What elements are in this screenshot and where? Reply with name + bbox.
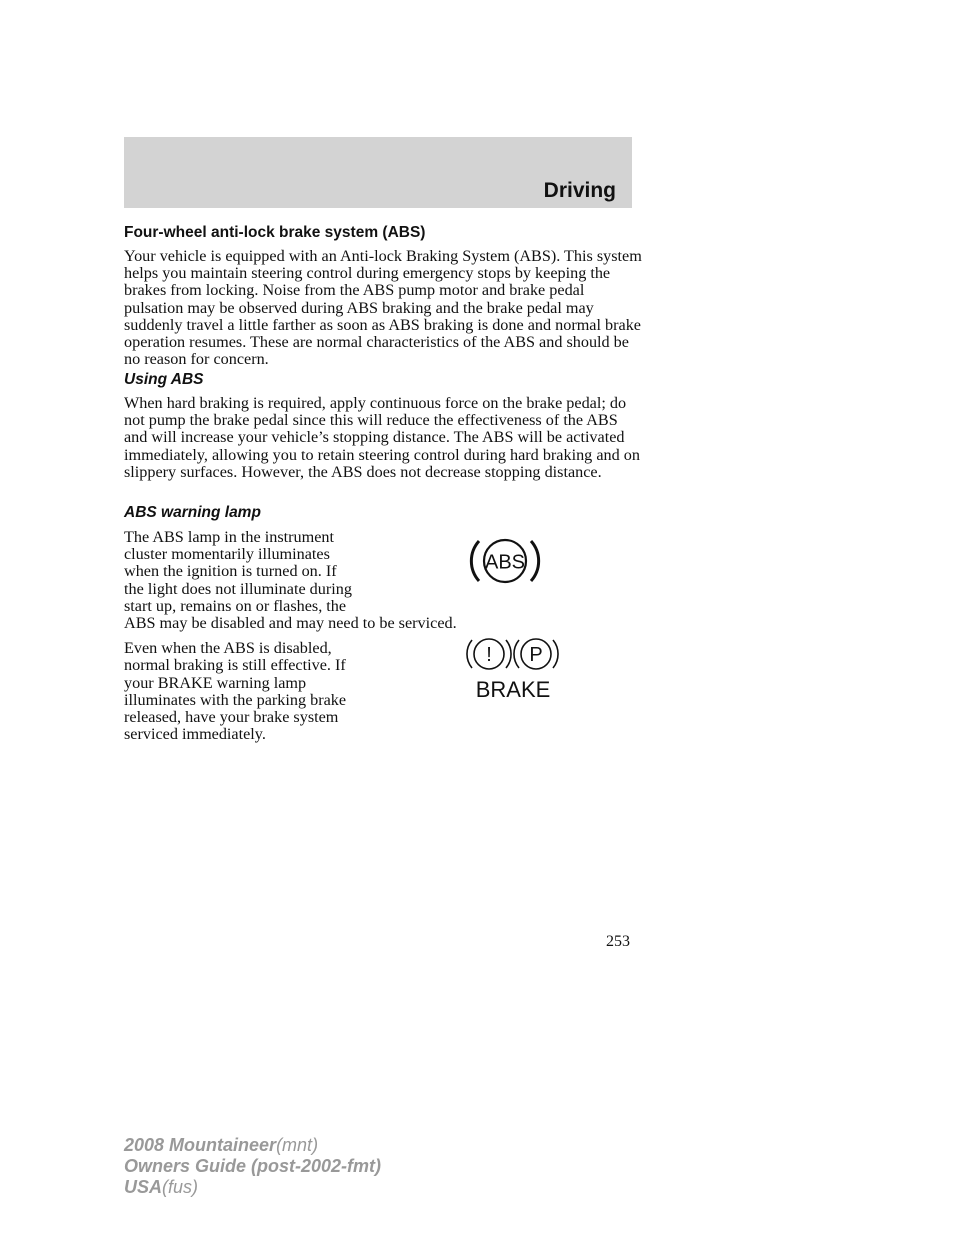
abs-system-body: Your vehicle is equipped with an Anti-lock Braking System (ABS). This system helps you maintain steering control during emergency stops by keeping the brakes from locking. Noise from the ABS pump motor and brake pedal pulsation may be observed during ABS braking and the brake pedal may suddenly travel a little farther as soon as ABS braking is done and normal brake operation resumes. These are normal characteristics of the ABS and should be no reason for concern.: [124, 247, 642, 369]
para1-line: the light does not illuminate during: [124, 579, 352, 598]
page-number: 253: [606, 933, 630, 950]
abs-warning-lamp-para2: [124, 640, 644, 743]
para2-line: normal braking is still effective. If: [124, 656, 346, 675]
para2-line: illuminates with the parking brake: [124, 690, 347, 709]
para2-line: released, have your brake system: [124, 708, 339, 727]
para1-line: ABS may be disabled and may need to be serviced.: [124, 614, 457, 633]
using-abs-section: [124, 370, 644, 481]
para2-line: your BRAKE warning lamp: [124, 673, 307, 692]
para1-line: cluster momentarily illuminates: [124, 545, 330, 564]
brake-exclamation-left-arc: [467, 640, 472, 668]
parking-p-right-arc: [553, 640, 558, 668]
chapter-title: Driving: [543, 179, 616, 202]
brake-exclamation-mark: !: [486, 644, 492, 666]
footer-guide: Owners Guide (post-2002-fmt): [124, 1156, 382, 1176]
chapter-header-band: [124, 137, 632, 208]
section-heading-using-abs: Using ABS: [124, 371, 204, 388]
abs-icon-label: ABS: [484, 551, 526, 574]
para1-line: start up, remains on or flashes, the: [124, 596, 347, 615]
para2-line: serviced immediately.: [124, 725, 266, 744]
section-heading-abs-system: Four-wheel anti-lock brake system (ABS): [124, 224, 426, 241]
document-footer: [124, 1135, 381, 1198]
abs-icon-left-arc: [471, 541, 479, 581]
abs-warning-lamp-para1: [124, 529, 644, 632]
abs-warning-icon: [466, 533, 544, 589]
para1-line: when the ignition is turned on. If: [124, 562, 337, 581]
parking-p-letter: P: [529, 644, 543, 666]
abs-warning-lamp-section: [124, 503, 644, 743]
footer-model-code: (mnt): [276, 1135, 319, 1155]
para1-line: The ABS lamp in the instrument: [124, 528, 334, 546]
using-abs-body: When hard braking is required, apply continuous force on the brake pedal; do not pump the brake pedal since this will reduce the effectiveness of the ABS and will increase your vehicle’s stopping distance. The ABS will be activated immediately, allowing you to retain steering control during hard braking and on slippery surfaces. However, the ABS does not decrease stopping distance.: [124, 394, 640, 481]
abs-icon-right-arc: [531, 541, 539, 581]
footer-market: USA: [124, 1177, 163, 1197]
footer-line-2: [124, 1156, 381, 1177]
footer-line-3: [124, 1177, 381, 1198]
abs-system-section: [124, 223, 644, 368]
footer-market-code: (fus): [162, 1177, 199, 1197]
brake-exclamation-right-arc: [506, 640, 511, 668]
section-heading-abs-warning-lamp: ABS warning lamp: [124, 504, 261, 521]
footer-line-1: [124, 1135, 381, 1156]
footer-model: 2008 Mountaineer: [124, 1135, 277, 1155]
brake-icon-label: BRAKE: [475, 677, 551, 700]
brake-warning-icon: [464, 636, 560, 700]
para2-line: Even when the ABS is disabled,: [124, 639, 332, 658]
parking-p-left-arc: [514, 640, 519, 668]
